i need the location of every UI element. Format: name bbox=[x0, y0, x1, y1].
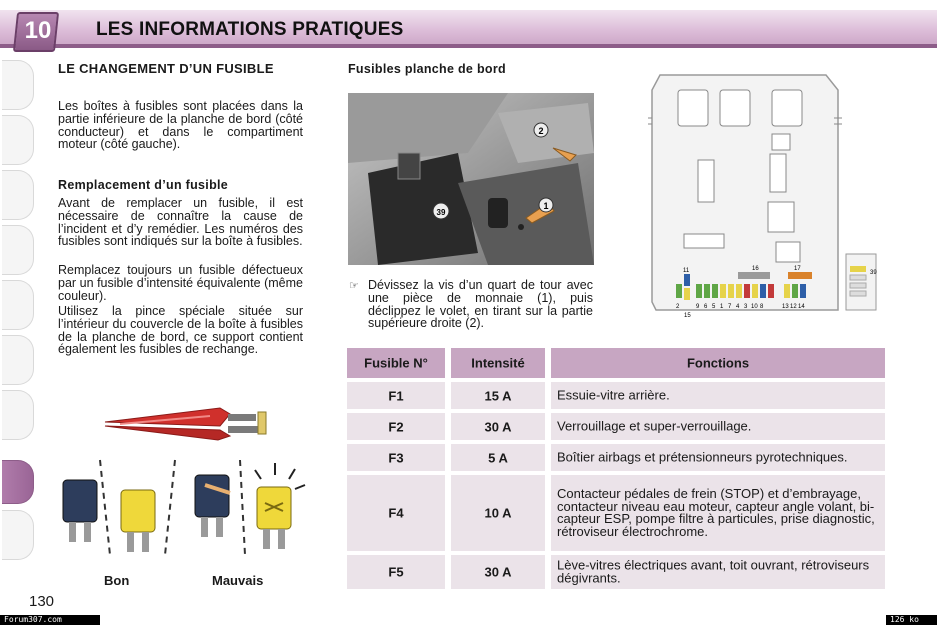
table-cell-fuse: F4 bbox=[347, 475, 445, 551]
side-tab[interactable] bbox=[2, 335, 34, 385]
fuse-label-16: 16 bbox=[752, 266, 759, 272]
table-cell-function: Lève-vitres électriques avant, toit ouvrant, rétroviseurs dégivrants. bbox=[551, 555, 885, 589]
side-tab-rail bbox=[0, 60, 34, 570]
fuse-row-label: 1 bbox=[720, 304, 724, 310]
label-good: Bon bbox=[104, 573, 130, 588]
fuse-label-15: 15 bbox=[684, 313, 691, 319]
paragraph-tool: Utilisez la pince spéciale située sur l’intérieur du couvercle de la boîte à fusibles de la planche de bord, ce support contient également les fusibles de rechange. bbox=[58, 304, 303, 357]
table-cell-amps: 15 A bbox=[451, 382, 545, 409]
pointing-hand-icon: ☞ bbox=[349, 280, 359, 292]
callout-39: 39 bbox=[436, 208, 446, 217]
fuse-row-label: 13 bbox=[782, 304, 789, 310]
fuse-row-label: 10 bbox=[751, 304, 758, 310]
dashboard-fuse-cover-photo bbox=[348, 93, 594, 265]
page-title: LES INFORMATIONS PRATIQUES bbox=[96, 19, 404, 40]
fuse-row-label: 5 bbox=[712, 304, 716, 310]
fuse-row-label: 8 bbox=[760, 304, 764, 310]
table-cell-fuse: F1 bbox=[347, 382, 445, 409]
fuse-row-label: 12 bbox=[790, 304, 797, 310]
table-cell-amps: 30 A bbox=[451, 555, 545, 589]
footer-right-tag: 126 ko bbox=[886, 615, 937, 625]
table-header: Intensité bbox=[451, 348, 545, 378]
table-cell-function: Boîtier airbags et prétensionneurs pyrotechniques. bbox=[551, 444, 885, 471]
fuse-row-label: 7 bbox=[728, 304, 732, 310]
fusebox-diagram bbox=[648, 70, 888, 322]
label-bad: Mauvais bbox=[212, 573, 264, 588]
page-number: 130 bbox=[29, 593, 55, 610]
side-tab[interactable] bbox=[2, 225, 34, 275]
fuse-row-label: 14 bbox=[798, 304, 805, 310]
footer-left-tag: Forum307.com bbox=[0, 615, 100, 625]
fuse-row-label: 2 bbox=[676, 304, 680, 310]
fuse-comparison-illustration bbox=[55, 455, 310, 565]
table-header: Fonctions bbox=[551, 348, 885, 378]
table-cell-amps: 10 A bbox=[451, 475, 545, 551]
fuse-row-label: 4 bbox=[736, 304, 740, 310]
table-cell-fuse: F5 bbox=[347, 555, 445, 589]
fuse-row-label: 6 bbox=[704, 304, 708, 310]
side-tab[interactable] bbox=[2, 115, 34, 165]
table-cell-function: Contacteur pédales de frein (STOP) et d’embrayage, contacteur niveau eau moteur, capteur angle volant, bi-capteur ESP, pompe filtre à particules, prise diagnostic, rétroviseur électrochrome. bbox=[551, 475, 885, 551]
side-tab[interactable] bbox=[2, 390, 34, 440]
fuse-row-label: 3 bbox=[744, 304, 748, 310]
side-tab[interactable] bbox=[2, 510, 34, 560]
paragraph-cause: Avant de remplacer un fusible, il est nécessaire de connaître la cause de l’incident et d’y remédier. Les numéros des fusibles sont indiqués sur la boîte à fusibles. bbox=[58, 196, 303, 249]
callout-2: 2 bbox=[538, 126, 544, 136]
table-cell-amps: 5 A bbox=[451, 444, 545, 471]
intro-paragraph: Les boîtes à fusibles sont placées dans la partie inférieure de la planche de bord (côté conducteur) et dans le compartiment moteur (côté gauche). bbox=[58, 99, 303, 152]
good-fuse-yellow-icon bbox=[121, 490, 155, 552]
table-cell-fuse: F2 bbox=[347, 413, 445, 440]
fuse-pliers-illustration bbox=[100, 400, 270, 445]
dashboard-fuses-title: Fusibles planche de bord bbox=[348, 62, 506, 76]
good-fuse-blue-icon bbox=[63, 480, 97, 542]
table-cell-fuse: F3 bbox=[347, 444, 445, 471]
chapter-number: 10 bbox=[24, 17, 52, 44]
fuse-row-label: 9 bbox=[696, 304, 700, 310]
fuse-label-17: 17 bbox=[794, 266, 801, 272]
table-header: Fusible N° bbox=[347, 348, 445, 378]
side-tab-active[interactable] bbox=[2, 460, 34, 504]
fuse-label-11: 11 bbox=[683, 268, 690, 274]
bad-fuse-blue-icon bbox=[195, 475, 230, 537]
subsection-title: Remplacement d’un fusible bbox=[58, 178, 229, 192]
table-cell-function: Essuie-vitre arrière. bbox=[551, 382, 885, 409]
instruction-text: Dévissez la vis d’un quart de tour avec une pièce de monnaie (1), puis déclippez le volet, en tirant sur la partie supérieure droite (2). bbox=[368, 278, 593, 331]
table-cell-function: Verrouillage et super-verrouillage. bbox=[551, 413, 885, 440]
section-title: LE CHANGEMENT D’UN FUSIBLE bbox=[58, 61, 274, 76]
fuse-label-39: 39 bbox=[870, 270, 877, 276]
paragraph-replace: Remplacez toujours un fusible défectueux par un fusible d’intensité équivalente (même couleur). bbox=[58, 263, 303, 303]
side-tab[interactable] bbox=[2, 60, 34, 110]
side-tab[interactable] bbox=[2, 280, 34, 330]
callout-1: 1 bbox=[543, 201, 549, 211]
bad-fuse-yellow-icon bbox=[255, 463, 305, 549]
table-cell-amps: 30 A bbox=[451, 413, 545, 440]
side-tab[interactable] bbox=[2, 170, 34, 220]
